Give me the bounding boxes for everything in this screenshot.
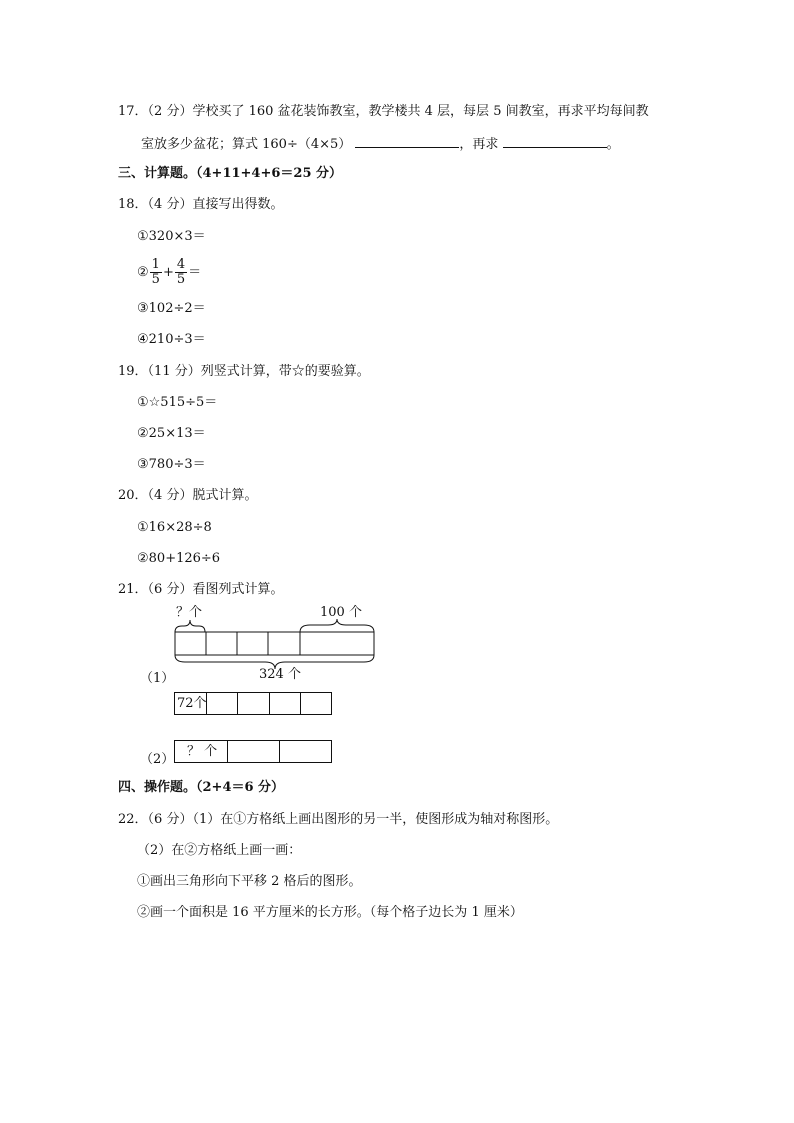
q20-title: 20．（4 分）脱式计算。 (118, 488, 258, 503)
q21-bar-2-divider-2 (237, 693, 238, 714)
section4-title: 四、操作题。（2+4＝6 分） (118, 780, 285, 795)
q18-plus-sign: + (162, 265, 174, 280)
q20-item2: ②80+126÷6 (137, 551, 221, 566)
q18-fraction-2 (175, 258, 187, 287)
q17-line2 (141, 135, 620, 154)
q22-line4: ②画一个面积是 16 平方厘米的长方形。（每个格子边长为 1 厘米） (137, 905, 523, 920)
q18-item2 (137, 257, 201, 289)
q21-bar-3-divider-1 (227, 741, 228, 762)
q18-fraction-1 (150, 258, 162, 287)
q21-top-left-label: ？个 (176, 605, 203, 620)
q21-title: 21．（6 分）看图列式计算。 (118, 582, 284, 597)
q18-equals-sign: ＝ (188, 265, 202, 280)
q22-line1: 22．（6 分）（1）在①方格纸上画出图形的另一半，使图形成为轴对称图形。 (118, 812, 559, 827)
q21-bar-2-divider-3 (269, 693, 270, 714)
q21-bar-1-outline (175, 632, 374, 655)
section3-title: 三、计算题。（4+11+4+6＝25 分） (118, 166, 343, 181)
q18-frac2-denominator: 5 (176, 272, 186, 287)
q19-item3: ③780÷3＝ (137, 457, 206, 472)
q21-bar-2 (174, 692, 332, 715)
q18-frac2-numerator: 4 (176, 257, 186, 272)
q18-item2-prefix: ② (137, 265, 149, 280)
q19-item2: ②25×13＝ (137, 426, 206, 441)
q17-answer-blank-1[interactable] (355, 135, 459, 148)
q21-bottom-total-label: 324 个 (259, 667, 301, 682)
q21-part2-label: （2） (140, 752, 175, 767)
q22-line2: （2）在②方格纸上画一画： (137, 843, 302, 858)
q18-item1: ①320×3＝ (137, 229, 206, 244)
q21-top-right-label: 100 个 (320, 605, 362, 620)
q19-item1: ①☆515÷5＝ (137, 395, 218, 410)
q17-answer-blank-2[interactable] (503, 135, 607, 148)
q21-top-left-brace (175, 620, 205, 632)
q17-line1: 17．（2 分）学校买了 160 盆花装饰教室，教学楼共 4 层，每层 5 间教室，再求平均每间教 (118, 104, 649, 119)
q21-bar-2-divider-1 (206, 693, 207, 714)
q21-top-right-brace (300, 619, 374, 632)
q21-bar-2-first-cell-text: 72个 (177, 696, 207, 711)
q18-title: 18．（4 分）直接写出得数。 (118, 197, 284, 212)
q21-part1-label: （1） (140, 671, 175, 686)
q21-bar-3-first-cell-text: ？ 个 (187, 744, 218, 759)
q17-then-text: ，再求 (459, 137, 499, 152)
q18-item3: ③102÷2＝ (137, 301, 206, 316)
q21-bar-2-divider-4 (300, 693, 301, 714)
q21-bar-3-divider-2 (279, 741, 280, 762)
q20-item1: ①16×28÷8 (137, 520, 212, 535)
q17-formula-text: 室放多少盆花；算式 160÷（4×5） (141, 137, 352, 152)
q18-frac1-numerator: 1 (151, 257, 160, 272)
q19-title: 19．（11 分）列竖式计算，带☆的要验算。 (118, 364, 370, 379)
q18-item4: ④210÷3＝ (137, 332, 206, 347)
q17-end-mark: 。 (606, 137, 620, 152)
q21-bar-3 (174, 740, 332, 763)
q18-frac1-denominator: 5 (151, 272, 160, 287)
q22-line3: ①画出三角形向下平移 2 格后的图形。 (137, 874, 362, 889)
